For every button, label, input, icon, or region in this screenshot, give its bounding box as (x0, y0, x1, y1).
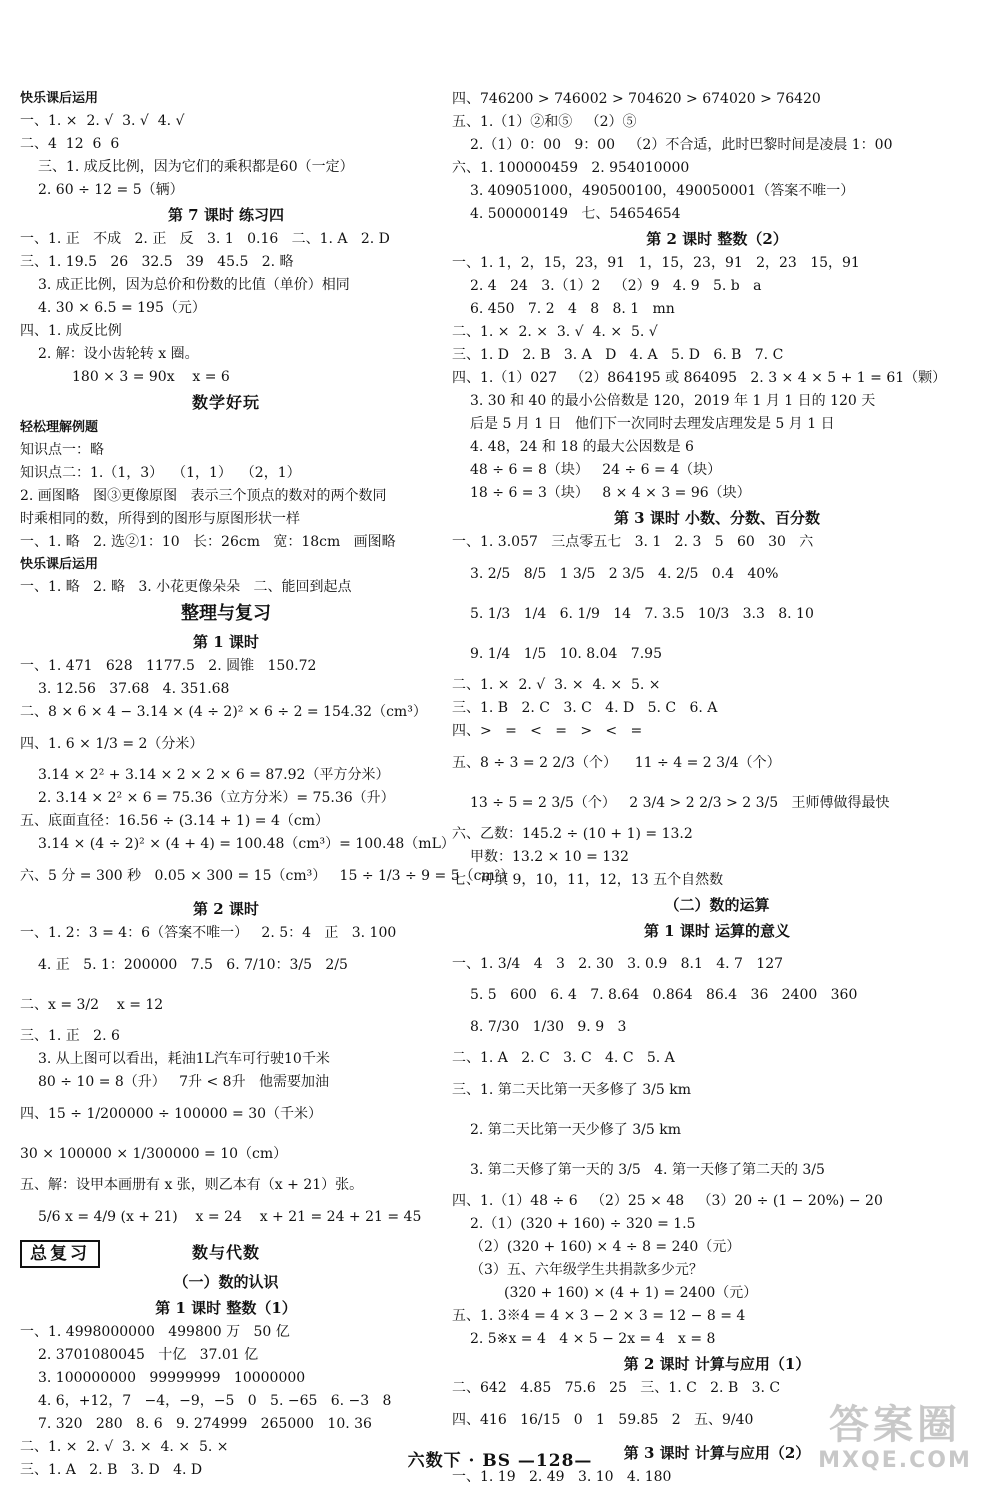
left_lines-line: 3. 12.56 37.68 4. 351.68 (38, 681, 230, 697)
left_tail-line: 4. 6，+12，7 −4，−9，−5 0 5. −65 6. −3 8 (38, 1393, 392, 1409)
left_lines-line: 第 2 课时 (193, 900, 259, 918)
left_lines-line: 4. 30 × 6.5 = 195（元） (38, 300, 206, 316)
left_lines-line: 三、1. 正 2. 6 (20, 1028, 120, 1044)
right_lines-line: 五、1.（1）②和⑤ （2）⑤ (452, 114, 637, 130)
right_lines-line: 48 ÷ 6 = 8（块） 24 ÷ 6 = 4（块） (470, 462, 722, 478)
right_lines-line: 第 2 课时 计算与应用（1） (623, 1355, 811, 1373)
left_lines-line: 五、解：设甲本画册有 x 张，则乙本有（x + 21）张。 (20, 1177, 364, 1193)
right_lines-line: 甲数：13.2 × 10 = 132 (470, 849, 629, 865)
left_lines-line: 三、1. 19.5 26 32.5 39 45.5 2. 略 (20, 254, 294, 270)
right_lines-line: 后是 5 月 1 日 他们下一次同时去理发店理发是 5 月 1 日 (470, 416, 835, 432)
right_lines-line: 4. 48，24 和 18 的最大公因数是 6 (470, 439, 694, 455)
left_lines-line: 3.14 × 2² + 3.14 × 2 × 2 × 6 = 87.92（平方分米） (38, 767, 390, 783)
right_lines-line: (320 + 160) × (4 + 1) = 2400（元） (504, 1285, 758, 1301)
right_lines-line: 2. 4 24 3.（1）2 （2）9 4. 9 5. b a (470, 278, 762, 294)
right_lines-line: 四、746200 > 746002 > 704620 > 674020 > 76420 (452, 91, 821, 107)
left_lines-line: 3. 从上图可以看出，耗油1L汽车可行驶10千米 (38, 1051, 330, 1067)
right_lines-line: 2. 5※x = 4 4 × 5 − 2x = 4 x = 8 (470, 1331, 716, 1347)
right_lines-line: 5. 5 600 6. 4 7. 8.64 0.864 86.4 36 2400 360 (470, 987, 858, 1003)
left_tail-line: 第 1 课时 整数（1） (155, 1299, 297, 1317)
review-section-header (20, 1237, 432, 1269)
left_tail-line: 2. 3701080045 十亿 37.01 亿 (38, 1347, 259, 1363)
right_lines-line: 2. 第二天比第一天少修了 3/5 km (470, 1122, 681, 1138)
left_lines-line: 2. 3.14 × 2² × 6 = 75.36（立方分米）= 75.36（升） (38, 790, 395, 806)
left_lines-line: 时乘相同的数，所得到的图形与原图形状一样 (20, 511, 300, 527)
right_lines-line: 七、可填 9，10，11，12，13 五个自然数 (452, 872, 724, 888)
left_lines-line: 一、1. 略 2. 略 3. 小花更像朵朵 二、能回到起点 (20, 579, 352, 595)
left_lines-line: 整理与复习 (181, 603, 271, 624)
left_lines-line: 快乐课后运用 (20, 557, 99, 572)
watermark-text: MXQE.COM (818, 1448, 972, 1473)
left_lines-line: 2. 60 ÷ 12 = 5（辆） (38, 182, 184, 198)
left_lines-line: 六、5 分 = 300 秒 0.05 × 300 = 15（cm³） 15 ÷ 1/3 ÷ 9 = 5（cm²） (20, 868, 515, 884)
left_tail-line: 3. 100000000 99999999 10000000 (38, 1370, 306, 1386)
right_lines-line: 第 3 课时 计算与应用（2） (623, 1444, 811, 1462)
left_lines-line: 第 7 课时 练习四 (167, 206, 285, 224)
right_lines-line: 6. 450 7. 2 4 8 8. 1 mn (470, 301, 675, 317)
right_lines-line: 一、1. 1，2，15，23，91 1，15，23，91 2，23 15，91 (452, 255, 860, 271)
right_lines-line: 三、1. 第二天比第一天多修了 3/5 km (452, 1082, 691, 1098)
left_lines-line: 三、1. 成反比例，因为它们的乘积都是60（一定） (38, 159, 354, 175)
left_lines-line: 数学好玩 (191, 393, 260, 412)
right_lines-line: 二、1. A 2. C 3. C 4. C 5. A (452, 1050, 675, 1066)
left_lines-line: 一、1. 2：3 = 4：6（答案不唯一） 2. 5：4 正 3. 100 (20, 925, 397, 941)
left_tail-line: 7. 320 280 8. 6 9. 274999 265000 10. 36 (38, 1416, 372, 1432)
left_lines-line: 80 ÷ 10 = 8（升） 7升 < 8升 他需要加油 (38, 1074, 329, 1090)
right_lines-line: 5. 1/3 1/4 6. 1/9 14 7. 3.5 10/3 3.3̇ 8. 10 (470, 606, 814, 622)
left_tail-line: （一）数的认识 (173, 1273, 279, 1291)
right_lines-line: 3. 30 和 40 的最小公倍数是 120，2019 年 1 月 1 日的 120 天 (470, 393, 876, 409)
right_lines-line: 第 2 课时 整数（2） (646, 230, 788, 248)
right_lines-line: 3. 2/5 8/5 1 3/5 2 3/5 4. 2/5 0.4 40% (470, 566, 779, 582)
left_lines-line: 3. 成正比例，因为总价和份数的比值（单价）相同 (38, 277, 350, 293)
right_lines-line: 8. 7/30 1/30 9. 9 3 (470, 1019, 627, 1035)
left_lines-line: 知识点一：略 (20, 442, 104, 458)
right_lines-line: 四、1.（1）48 ÷ 6 （2）25 × 48 （3）20 ÷ (1 − 20%) − 20 (452, 1193, 883, 1209)
left_lines-line: 五、底面直径：16.56 ÷ (3.14 + 1) = 4（cm） (20, 813, 329, 829)
right_lines-line: （3）五、六年级学生共捐款多少元？ (470, 1262, 703, 1278)
right_lines-line: 2.（1）0：00 9：00 （2）不合适，此时巴黎时间是凌晨 1：00 (470, 137, 893, 153)
right_lines-line: 18 ÷ 6 = 3（块） 8 × 4 × 3 = 96（块） (470, 485, 751, 501)
left_tail-line: 二、1. × 2. √ 3. × 4. × 5. × (20, 1439, 229, 1455)
left_lines-line: 180 × 3 = 90x x = 6 (72, 369, 230, 385)
left_lines-line: 一、1. 略 2. 选②1：10 长：26cm 宽：18cm 画图略 (20, 534, 396, 550)
left_lines-line: 一、1. × 2. √ 3. √ 4. √ (20, 113, 185, 129)
left_lines-line: 四、15 ÷ 1/200000 ÷ 100000 = 30（千米） (20, 1106, 323, 1122)
watermark-icon: 答案圈 (829, 1402, 961, 1448)
left_lines-line: 2. 画图略 图③更像原图 表示三个顶点的数对的两个数同 (20, 488, 387, 504)
left_tail-line: 一、1. 4998000000 499800 万 50 亿 (20, 1324, 290, 1340)
left_lines-line: 四、1. 6 × 1/3 = 2（分米） (20, 736, 204, 752)
left_lines-line: 知识点二：1.（1，3） （1，1） （2，1） (20, 465, 301, 481)
left_lines-line: 二、4 12 6 6 (20, 136, 120, 152)
right_lines-line: 13 ÷ 5 = 2 3/5（个） 2 3/4 > 2 2/3 > 2 3/5 王师傅做得最快 (470, 795, 890, 811)
left_lines-line: 二、x = 3/2 x = 12 (20, 997, 164, 1013)
right_lines-line: 四、1.（1）027 （2）864195 或 864095 2. 3 × 4 × 5 + 1 = 61（颗） (452, 370, 947, 386)
right_lines-line: 三、1. D 2. B 3. A D 4. A 5. D 6. B 7. C (452, 347, 784, 363)
left_lines-line: 一、1. 471 628 1177.5 2. 圆锥 150.72 (20, 658, 317, 674)
right_lines-line: 五、8 ÷ 3 = 2 2/3（个） 11 ÷ 4 = 2 3/4（个） (452, 755, 781, 771)
right_lines-line: 3. 第二天修了第一天的 3/5 4. 第一天修了第二天的 3/5 (470, 1162, 825, 1178)
left_lines-line: 四、1. 成反比例 (20, 323, 122, 339)
watermark-logo (810, 1402, 980, 1478)
left_lines-line: 30 × 100000 × 1/300000 = 10（cm） (20, 1146, 288, 1162)
left_lines-line: 2. 解：设小齿轮转 x 圈。 (38, 346, 199, 362)
left_lines-line: 二、8 × 6 × 4 − 3.14 × (4 ÷ 2)² × 6 ÷ 2 = 154.32（cm³） (20, 704, 427, 720)
page-footer: 六数下 · BS —128— (407, 1451, 593, 1471)
right-column (452, 88, 982, 1489)
left_tail-line: 三、1. A 2. B 3. D 4. D (20, 1462, 203, 1478)
right_lines-line: 二、1. × 2. √ 3. × 4. × 5. × (452, 677, 661, 693)
left_lines-line: 快乐课后运用 (20, 91, 99, 106)
left_lines-line: 3.14 × (4 ÷ 2)² × (4 + 4) = 100.48（cm³）= 100.48（mL） (38, 836, 455, 852)
section-heading: 数与代数 (191, 1243, 260, 1262)
right_lines-line: 9. 1/4 1/5 10. 8.04 7.95 (470, 646, 662, 662)
right_lines-line: 4. 500000149 七、54654654 (470, 206, 681, 222)
right_lines-line: 二、1. × 2. × 3. √ 4. × 5. √ (452, 324, 658, 340)
right_lines-line: 四、416 16/15 0 1 59.85 2 五、9/40 (452, 1412, 754, 1428)
left_lines-line: 第 1 课时 (193, 633, 259, 651)
right_lines-line: 一、1. 3/4 4 3 2. 30 3. 0.9 8.1 4. 7 127 (452, 956, 784, 972)
right_lines-line: 六、1. 100000459 2. 954010000 (452, 160, 690, 176)
right_lines-line: （二）数的运算 (664, 896, 770, 914)
review-box-label: 总复习 (20, 1240, 100, 1268)
right_lines-line: 三、1. B 2. C 3. C 4. D 5. C 6. A (452, 700, 718, 716)
left_lines-line: 一、1. 正 不成 2. 正 反 3. 1 0.16 二、1. A 2. D (20, 231, 390, 247)
left_lines-line: 轻松理解例题 (20, 420, 99, 435)
right_lines-line: 四、> = < = > < = (452, 723, 643, 739)
right_lines-line: 六、乙数：145.2 ÷ (10 + 1) = 13.2 (452, 826, 693, 842)
right_lines-line: （2）(320 + 160) × 4 ÷ 8 = 240（元） (470, 1239, 741, 1255)
left_lines-line: 5/6 x = 4/9 (x + 21) x = 24 x + 21 = 24 + 21 = 45 (38, 1209, 422, 1225)
right_lines-line: 第 3 课时 小数、分数、百分数 (613, 509, 821, 527)
right_lines-line: 二、642 4.85 75.6 25 三、1. C 2. B 3. C (452, 1380, 781, 1396)
right_lines-line: 3. 409051000，490500100，490050001（答案不唯一） (470, 183, 855, 199)
right_lines-line: 五、1. 3※4 = 4 × 3 − 2 × 3 = 12 − 8 = 4 (452, 1308, 746, 1324)
left_lines-line: 4. 正 5. 1：200000 7.5 6. 7/10：3/5 2/5 (38, 957, 348, 973)
right_lines-line: 2.（1）(320 + 160) ÷ 320 = 1.5 (470, 1216, 696, 1232)
right_lines-line: 一、1. 3.057 三点零五七 3. 1 2. 3 5 60 30 六 (452, 534, 814, 550)
right_lines-line: 一、1. 19 2. 49 3. 10 4. 180 (452, 1469, 672, 1485)
right_lines-line: 第 1 课时 运算的意义 (643, 922, 791, 940)
